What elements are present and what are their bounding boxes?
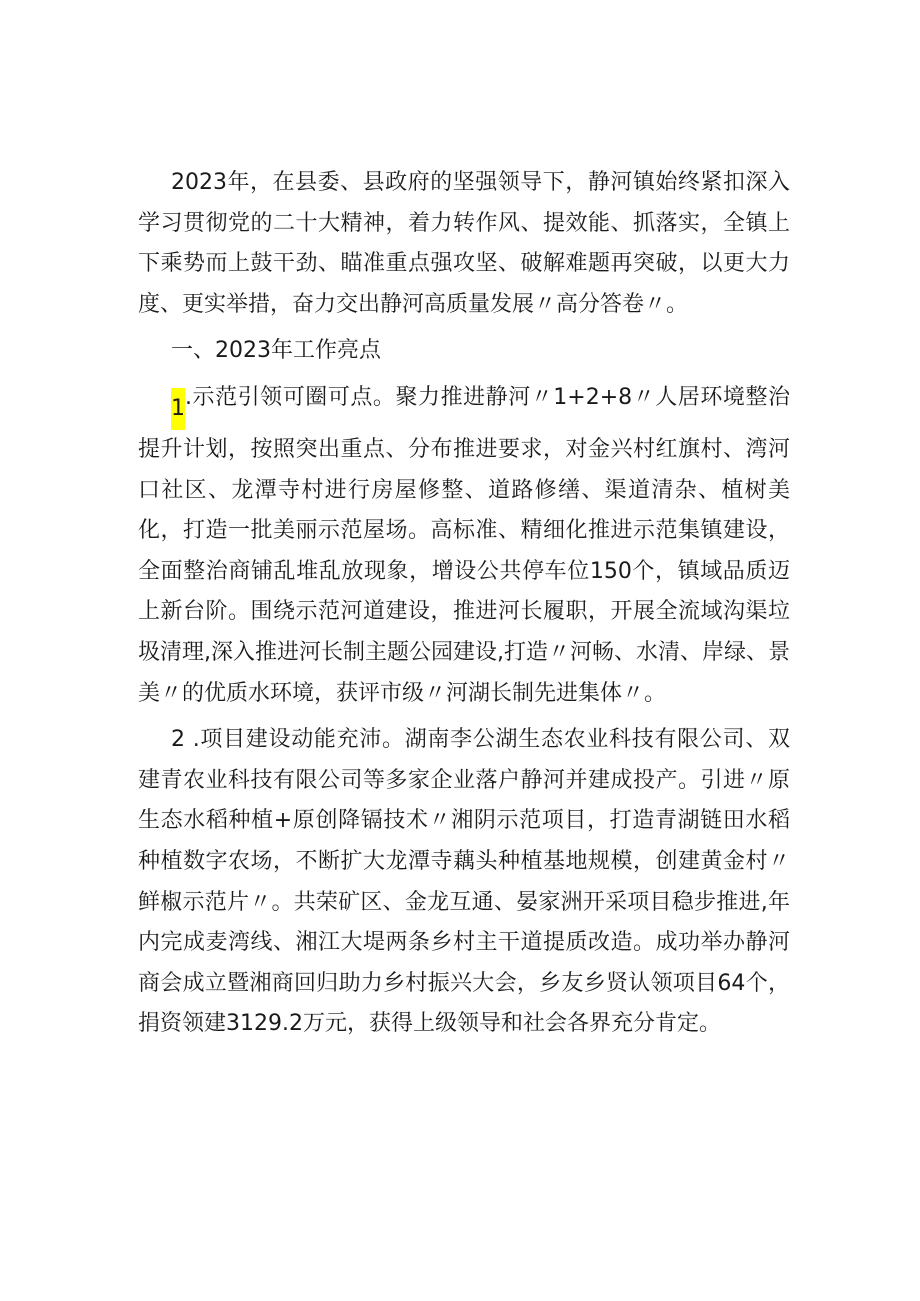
intro-paragraph: 2023年，在县委、县政府的坚强领导下，静河镇始终紧扣深入学习贯彻党的二十大精神，着力转作风、提效能、抓落实，全镇上下乘势而上鼓干劲、瞄准重点强攻坚、破解难题再突破，以更大力度、更实举措，奋力交出静河高质量发展〃高分答卷〃。 bbox=[138, 170, 790, 317]
section-heading: 一、2023年工作亮点 bbox=[171, 338, 381, 364]
highlighted-number: 1 bbox=[171, 388, 185, 430]
document-body bbox=[138, 163, 790, 1045]
item1-paragraph bbox=[138, 378, 790, 714]
item2-paragraph: 2 .项目建设动能充沛。湖南李公湖生态农业科技有限公司、双建青农业科技有限公司等多家企业落户静河并建成投产。引进〃原生态水稻种植+原创降镉技术〃湘阴示范项目，打造青湖链田水稻种植数字农场，不断扩大龙潭寺藕头种植基地规模，创建黄金村〃鲜椒示范片〃。共荣矿区、金龙互通、晏家洲开采项目稳步推进,年内完成麦湾线、湘江大堤两条乡村主干道提质改造。成功举办静河商会成立暨湘商回归助力乡村振兴大会，乡友乡贤认领项目64个，捐资领建3129.2万元，获得上级领导和社会各界充分肯定。 bbox=[138, 727, 790, 1037]
item1-text: .示范引领可圈可点。聚力推进静河〃1+2+8〃人居环境整治提升计划，按照突出重点、分布推进要求，对金兴村红旗村、湾河口社区、龙潭寺村进行房屋修整、道路修缮、渠道清杂、植树美化，打造一批美丽示范屋场。高标准、精细化推进示范集镇建设，全面整治商铺乱堆乱放现象，增设公共停车位150个，镇域品质迈上新台阶。围绕示范河道建设，推进河长履职，开展全流域沟渠垃圾清理,深入推进河长制主题公园建设,打造〃河畅、水清、岸绿、景美〃的优质水环境，获评市级〃河湖长制先进集体〃。 bbox=[138, 384, 790, 706]
